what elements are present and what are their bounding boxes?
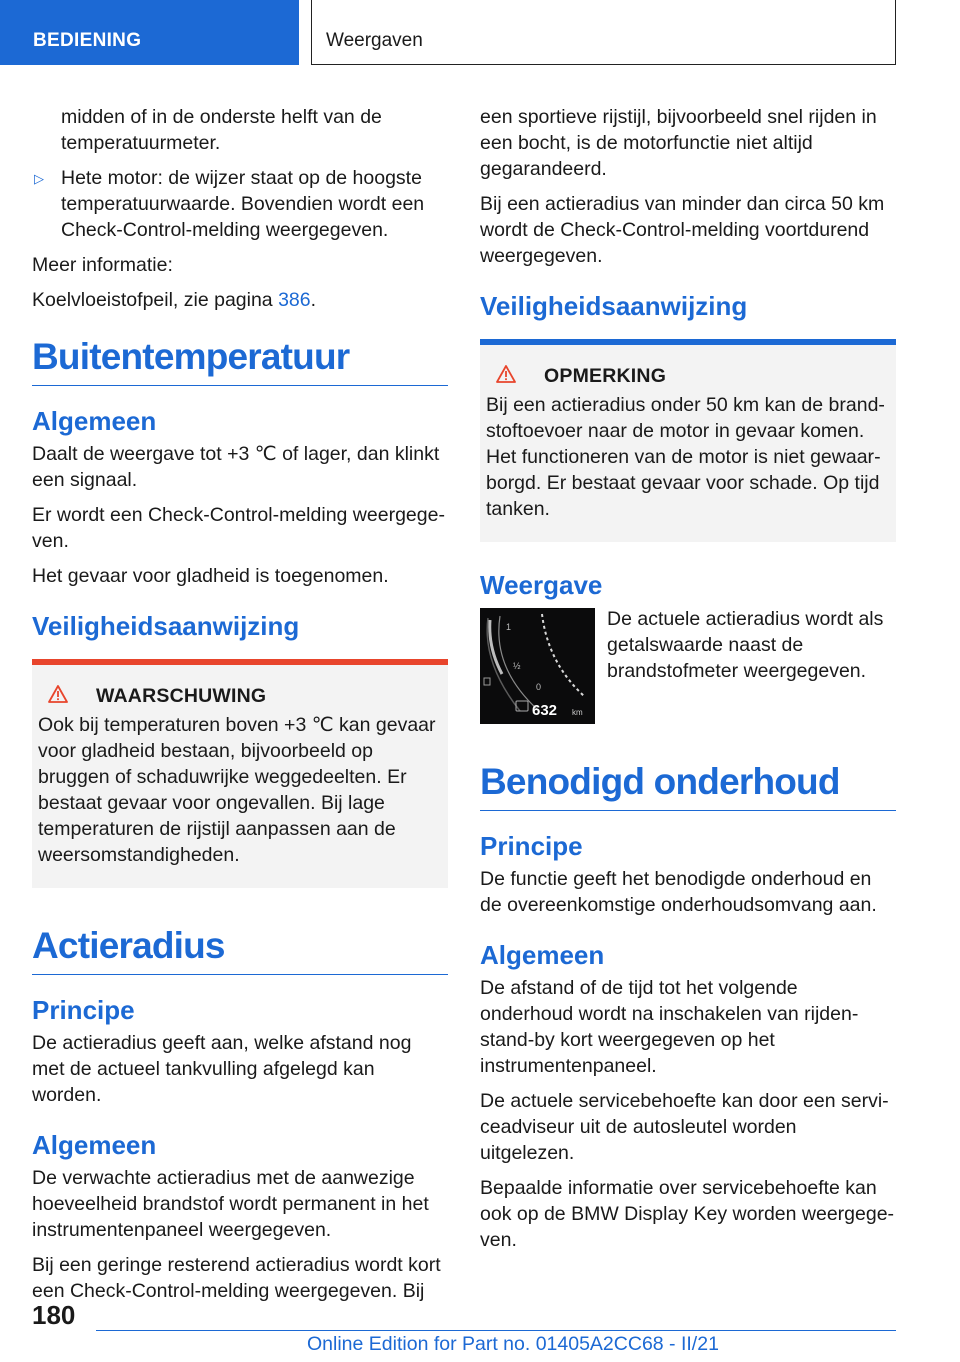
subheading-principle: Principe — [32, 995, 135, 1025]
paragraph: Er wordt een Check-Control-melding weergegeven. — [32, 504, 445, 552]
display-row — [480, 606, 896, 724]
subheading-general: Algemeen — [32, 1130, 157, 1160]
header-section-label: BEDIENING — [33, 30, 142, 51]
cross-reference — [32, 287, 448, 313]
gauge-scale-1: 1 — [506, 622, 512, 632]
subheading-safety: Veiligheidsaanwijzing — [480, 291, 748, 321]
gauge-scale-half: ½ — [513, 661, 521, 671]
notice-text: Bij een actieradius onder 50 km kan de brandstoftoevoer naar de motor in gevaar komen. Het functioneren van de motor is niet gewaarborgd. Er bestaat gevaar voor schade. Op tijd tanken. — [486, 394, 885, 520]
gauge-range-value: 632 — [532, 702, 558, 719]
warning-triangle-icon — [38, 685, 68, 708]
left-column — [32, 104, 448, 1313]
page-number: 180 — [32, 1300, 76, 1330]
warning-label: WAARSCHUWING — [96, 685, 267, 707]
paragraph: De verwachte actieradius met de aanwezige hoeveelheid brandstof wordt permanent in het instrumentenpaneel weergegeven. — [32, 1167, 429, 1241]
section-title-range: Actieradius — [32, 924, 448, 975]
notice-box — [480, 339, 896, 542]
more-info-label: Meer informatie: — [32, 254, 173, 276]
notice-label: OPMERKING — [544, 365, 667, 387]
bullet-text: Hete motor: de wijzer staat op de hoogste temperatuurwaarde. Bovendien wordt een Check-Control-melding weergegeven. — [61, 167, 425, 241]
paragraph: Het gevaar voor gladheid is toegenomen. — [32, 565, 389, 587]
page-link[interactable]: 386 — [278, 289, 311, 311]
fuel-gauge-image — [480, 608, 595, 724]
paragraph: een sportieve rijstijl, bijvoorbeeld snel rijden in een bocht, is de motorfunctie niet altijd gegarandeerd. — [480, 106, 877, 180]
subheading-safety: Veiligheidsaanwijzing — [32, 611, 300, 641]
reference-text: Koelvloeistofpeil, zie pagina — [32, 289, 279, 311]
paragraph: Daalt de weergave tot +3 ℃ of lager, dan klinkt een signaal. — [32, 443, 440, 491]
header-section-tab — [0, 0, 299, 65]
subheading-display: Weergave — [480, 570, 603, 600]
triangle-bullet-icon: ▷ — [34, 171, 44, 186]
subheading-principle: Principe — [480, 831, 583, 861]
section-title-service: Benodigd onderhoud — [480, 760, 896, 811]
gauge-scale-0: 0 — [536, 682, 542, 692]
notice-header — [486, 365, 889, 388]
right-column — [480, 104, 896, 1262]
intro-bullet-list — [32, 165, 448, 243]
paragraph: De afstand of de tijd tot het volgende onderhoud wordt na inschakelen van rijden-stand-by kort weergegeven op het instrumentenpaneel. — [480, 977, 859, 1077]
footer-edition: Online Edition for Part no. 01405A2CC68 - II/21 — [307, 1333, 719, 1355]
warning-triangle-icon — [486, 365, 516, 388]
paragraph: De functie geeft het benodigde onderhoud en de overeenkomstige onderhoudsomvang aan. — [480, 868, 877, 916]
header-chapter-tab — [311, 0, 896, 65]
warning-box — [32, 659, 448, 888]
warning-text: Ook bij temperaturen boven +3 ℃ kan gevaar voor gladheid bestaan, bijvoorbeeld op bruggen of schaduwrijke weggedeelten. Er bestaat gevaar voor ongevallen. Bij lage temperaturen de rijstijl aanpassen aan de weersomstandigheden. — [38, 714, 436, 866]
intro-continuation: midden of in de onderste helft van de temperatuurmeter. — [61, 106, 382, 154]
list-item — [32, 165, 448, 243]
paragraph: Bij een actieradius van minder dan circa 50 km wordt de Check-Control-melding voortdurend weergegeven. — [480, 193, 885, 267]
paragraph: Bij een geringe resterend actieradius wordt kort een Check-Control-melding weergegeven. Bij — [32, 1254, 441, 1302]
subheading-general: Algemeen — [480, 940, 605, 970]
subheading-general: Algemeen — [32, 406, 157, 436]
gauge-range-unit: km — [572, 708, 583, 717]
header-chapter-label: Weergaven — [326, 30, 423, 51]
warning-header — [38, 685, 441, 708]
reference-suffix: . — [310, 289, 317, 311]
footer-divider — [96, 1330, 896, 1331]
paragraph: De actuele servicebehoefte kan door een serviceadviseur uit de autosleutel worden uitgelezen. — [480, 1090, 889, 1164]
paragraph: Bepaalde informatie over servicebehoefte kan ook op de BMW Display Key worden weergegeven. — [480, 1177, 895, 1251]
display-text: De actuele actieradius wordt als getalswaarde naast de brandstofmeter weergegeven. — [607, 608, 884, 682]
section-title-outside-temperature: Buitentemperatuur — [32, 335, 448, 386]
paragraph: De actieradius geeft aan, welke afstand nog met de actueel tankvulling afgelegd kan worden. — [32, 1032, 412, 1106]
